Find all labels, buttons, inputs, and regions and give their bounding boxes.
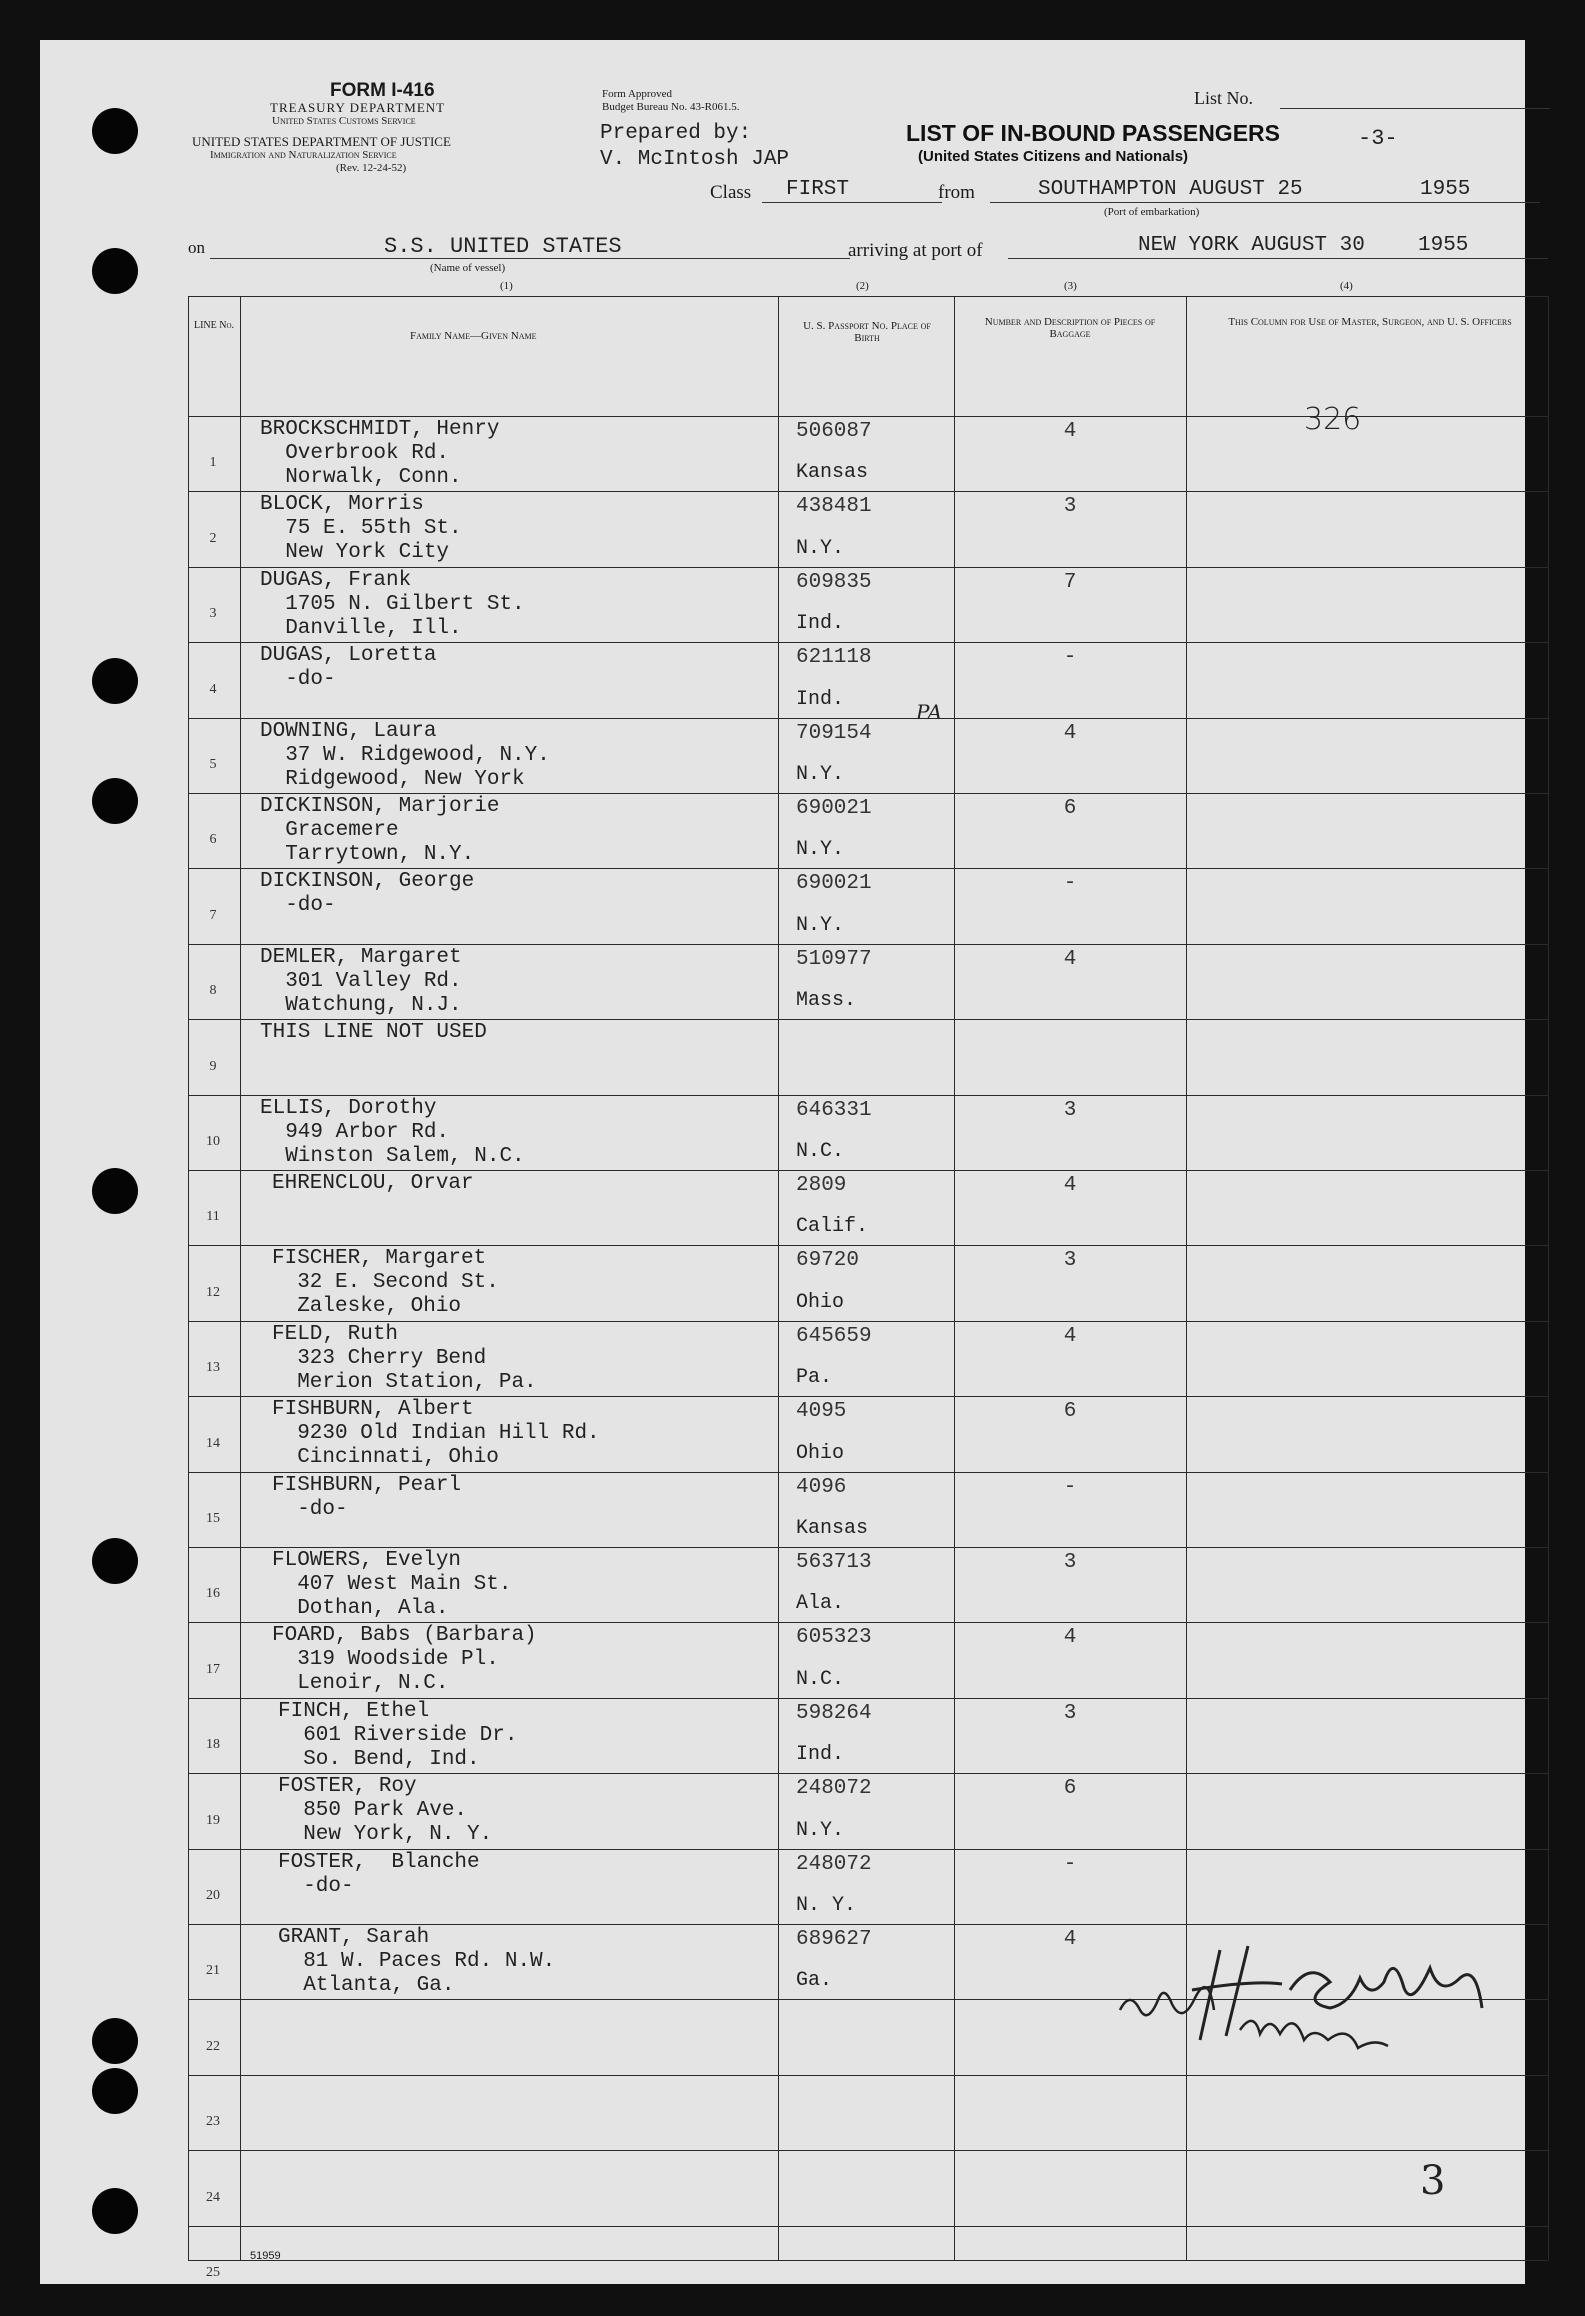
baggage-count: - [1063, 646, 1077, 670]
col-header-name: Family Name—Given Name [410, 330, 537, 342]
footer-code: 51959 [250, 2250, 281, 2262]
row-divider [188, 1472, 1548, 1473]
line-number: 17 [206, 1661, 220, 1677]
punch-hole [92, 1168, 138, 1214]
row-divider [188, 2150, 1548, 2151]
passenger-name: FISHBURN, Pearl [272, 1473, 462, 1497]
baggage-count: 3 [1063, 1701, 1077, 1725]
form-number: FORM I-416 [330, 80, 435, 101]
passport-number: 563713 [796, 1551, 872, 1574]
place-of-birth: Calif. [796, 1215, 869, 1239]
row-divider [188, 718, 1548, 719]
page-number: -3- [1358, 126, 1398, 151]
row-divider [188, 2075, 1548, 2076]
passenger-address: 323 Cherry Bend [272, 1346, 487, 1370]
passenger-address: 850 Park Ave. [278, 1799, 468, 1823]
row-divider [188, 793, 1548, 794]
row-divider [188, 1396, 1548, 1397]
port-embark-caption: (Port of embarkation) [1104, 206, 1200, 218]
punch-hole [92, 248, 138, 294]
passport-number: 598264 [796, 1701, 872, 1725]
passport-number: 69720 [796, 1249, 860, 1273]
passenger-name: EHRENCLOU, Orvar [272, 1172, 474, 1195]
passenger-address: 1705 N. Gilbert St. [260, 592, 525, 616]
baggage-count: 4 [1063, 1174, 1077, 1197]
row-divider [188, 944, 1548, 945]
row-divider [188, 1773, 1548, 1774]
passenger-address: Gracemere [260, 819, 399, 842]
passenger-address: 407 West Main St. [272, 1573, 512, 1596]
punch-hole [92, 658, 138, 704]
vessel-caption: (Name of vessel) [430, 262, 506, 274]
baggage-count: 7 [1063, 570, 1077, 594]
passenger-address: -do- [260, 894, 336, 918]
line-number: 14 [206, 1435, 220, 1451]
row-divider [188, 1321, 1548, 1322]
row-divider [188, 491, 1548, 492]
passenger-name: ELLIS, Dorothy [260, 1096, 437, 1120]
row-divider [188, 1849, 1548, 1850]
row-divider [188, 2226, 1548, 2227]
passenger-name: BLOCK, Morris [260, 493, 424, 517]
col-divider-passport [954, 296, 955, 2260]
form-subtitle: (United States Citizens and Nationals) [918, 148, 1189, 165]
place-of-birth: Ind. [796, 1743, 845, 1767]
passenger-name: FOSTER, Roy [278, 1775, 417, 1799]
vessel-name: S.S. UNITED STATES [384, 234, 622, 259]
document-page [40, 40, 1525, 2284]
passenger-name: FOSTER, Blanche [278, 1850, 480, 1874]
passenger-name: FELD, Ruth [272, 1322, 399, 1346]
prepared-label: Prepared by: [600, 122, 752, 145]
place-of-birth: Kansas [796, 1517, 869, 1540]
page-mark: 3 [1420, 2158, 1446, 2204]
line-number: 5 [209, 757, 217, 772]
row-divider [188, 1698, 1548, 1699]
place-of-birth: N.C. [796, 1667, 845, 1691]
col-divider-line [240, 296, 241, 2260]
place-of-birth: N.Y. [796, 838, 845, 862]
passport-number: 609835 [796, 570, 872, 594]
from-value: SOUTHAMPTON AUGUST 25 [1038, 178, 1303, 201]
baggage-count: 3 [1063, 1551, 1077, 1574]
class-label: Class [710, 182, 752, 203]
passenger-name: THIS LINE NOT USED [260, 1021, 487, 1045]
passenger-address: Tarrytown, N.Y. [260, 843, 475, 866]
baggage-count: 4 [1063, 1324, 1077, 1348]
row-divider [188, 1019, 1548, 1020]
justice-dept: UNITED STATES DEPARTMENT OF JUSTICE [192, 134, 451, 149]
baggage-count: 6 [1063, 1777, 1077, 1801]
line-number: 13 [206, 1360, 220, 1376]
line-number: 10 [206, 1134, 220, 1149]
col-header-baggage: Number and Description of Pieces of Baggage [984, 316, 1156, 340]
passport-number: 510977 [796, 947, 872, 971]
passport-number: 621118 [796, 646, 872, 670]
passenger-address: Danville, Ill. [260, 616, 462, 640]
place-of-birth: Ga. [796, 1969, 833, 1993]
pa-note: PA [916, 700, 943, 724]
ins-service: Immigration and Naturalization Service [210, 149, 397, 161]
arriving-line [1008, 258, 1548, 259]
passport-number: 2809 [796, 1174, 847, 1197]
punch-hole [92, 2068, 138, 2114]
passenger-address: 601 Riverside Dr. [278, 1723, 518, 1747]
passenger-address: -do- [260, 668, 336, 692]
place-of-birth: N.Y. [796, 913, 845, 937]
passenger-address: Winston Salem, N.C. [260, 1144, 525, 1168]
passenger-name: DOWNING, Laura [260, 719, 437, 743]
arriving-year: 1955 [1418, 234, 1469, 257]
passenger-name: FOARD, Babs (Barbara) [272, 1624, 537, 1648]
baggage-count: 4 [1063, 1626, 1077, 1650]
table-right-border [1548, 296, 1549, 2260]
revision: (Rev. 12-24-52) [336, 162, 407, 174]
passenger-name: DEMLER, Margaret [260, 945, 462, 969]
line-number: 24 [206, 2189, 220, 2205]
line-number: 16 [206, 1586, 220, 1602]
passenger-address: -do- [272, 1497, 348, 1521]
form-title: LIST OF IN-BOUND PASSENGERS [906, 120, 1280, 146]
row-divider [188, 1095, 1548, 1096]
punch-hole [92, 2188, 138, 2234]
baggage-count: 4 [1063, 420, 1077, 443]
passenger-address: 32 E. Second St. [272, 1271, 499, 1295]
passport-number: 438481 [796, 495, 872, 519]
line-number: 2 [209, 530, 217, 546]
place-of-birth: Ala. [796, 1592, 845, 1616]
list-no-line [1280, 108, 1550, 109]
baggage-count: 4 [1063, 1928, 1077, 1951]
table-bottom-border [188, 2260, 1548, 2261]
place-of-birth: N. Y. [796, 1894, 857, 1917]
passport-number: 690021 [796, 872, 872, 896]
line-number: 8 [209, 983, 217, 999]
passport-number: 646331 [796, 1098, 872, 1122]
place-of-birth: Ohio [796, 1441, 845, 1465]
passenger-name: DICKINSON, George [260, 870, 475, 894]
line-number: 6 [209, 832, 217, 848]
col-num-2: (2) [856, 280, 869, 292]
class-line [762, 202, 942, 203]
passport-number: 689627 [796, 1928, 872, 1951]
passenger-name: DICKINSON, Marjorie [260, 795, 500, 818]
passenger-name: DUGAS, Frank [260, 568, 412, 592]
col-header-line: LINE No. [193, 320, 235, 331]
place-of-birth: Ind. [796, 687, 845, 711]
baggage-count: 3 [1063, 495, 1077, 519]
passenger-address: 949 Arbor Rd. [260, 1120, 450, 1144]
arriving-value: NEW YORK AUGUST 30 [1138, 234, 1365, 257]
passport-number: 248072 [796, 1777, 872, 1801]
baggage-count: - [1063, 1475, 1077, 1499]
place-of-birth: N.C. [796, 1140, 845, 1163]
row-divider [188, 567, 1548, 568]
line-number: 4 [209, 681, 217, 697]
line-number: 9 [209, 1058, 217, 1074]
passenger-name: FINCH, Ethel [278, 1699, 430, 1723]
baggage-count: 6 [1063, 797, 1077, 820]
punch-hole [92, 778, 138, 824]
punch-hole [92, 2018, 138, 2064]
from-label: from [938, 182, 975, 203]
form-approved: Form Approved [602, 88, 672, 100]
row-divider [188, 642, 1548, 643]
line-number: 19 [206, 1812, 220, 1828]
place-of-birth: Kansas [796, 461, 869, 485]
passenger-address: 75 E. 55th St. [260, 517, 462, 541]
passport-number: 248072 [796, 1852, 872, 1876]
line-number: 21 [206, 1963, 220, 1979]
passenger-name: FLOWERS, Evelyn [272, 1549, 462, 1572]
on-label: on [188, 238, 205, 257]
baggage-count: 6 [1063, 1400, 1077, 1424]
line-number: 22 [206, 2038, 220, 2054]
col-num-4: (4) [1340, 280, 1353, 292]
passenger-address: 81 W. Paces Rd. N.W. [278, 1950, 556, 1973]
prepared-name: V. McIntosh JAP [600, 148, 790, 171]
passport-number: 709154 [796, 721, 872, 745]
place-of-birth: N.Y. [796, 763, 845, 786]
baggage-count: 4 [1063, 721, 1077, 745]
passenger-address: -do- [278, 1874, 354, 1898]
row-divider [188, 1547, 1548, 1548]
from-line [990, 202, 1540, 203]
passenger-address: 9230 Old Indian Hill Rd. [272, 1422, 600, 1446]
class-value: FIRST [786, 178, 850, 201]
passport-number: 605323 [796, 1626, 872, 1650]
col-num-1: (1) [500, 280, 513, 292]
passenger-address: Merion Station, Pa. [272, 1370, 537, 1394]
passport-number: 4096 [796, 1475, 847, 1499]
line-number: 7 [209, 907, 217, 923]
passenger-name: FISCHER, Margaret [272, 1247, 487, 1271]
passenger-address: Lenoir, N.C. [272, 1672, 449, 1696]
passport-number: 690021 [796, 797, 872, 820]
row-divider [188, 1170, 1548, 1171]
place-of-birth: Mass. [796, 989, 857, 1013]
arriving-label: arriving at port of [848, 240, 983, 261]
passenger-address: Zaleske, Ohio [272, 1295, 462, 1319]
col-header-passport: U. S. Passport No. Place of Birth [803, 320, 931, 344]
passenger-address: 301 Valley Rd. [260, 969, 462, 993]
line-number: 3 [209, 606, 217, 622]
passenger-address: 37 W. Ridgewood, N.Y. [260, 743, 550, 767]
from-year: 1955 [1420, 178, 1471, 201]
passenger-address: 319 Woodside Pl. [272, 1648, 499, 1672]
baggage-count: 4 [1063, 947, 1077, 971]
place-of-birth: N.Y. [796, 1818, 845, 1842]
passport-number: 645659 [796, 1324, 872, 1348]
passenger-address: So. Bend, Ind. [278, 1747, 480, 1771]
passenger-address: Watchung, N.J. [260, 993, 462, 1017]
place-of-birth: N.Y. [796, 536, 845, 560]
row-divider [188, 868, 1548, 869]
treasury-dept: TREASURY DEPARTMENT [270, 100, 446, 115]
place-of-birth: Ind. [796, 612, 845, 636]
baggage-count: 3 [1063, 1249, 1077, 1273]
passenger-name: GRANT, Sarah [278, 1926, 430, 1949]
line-number: 15 [206, 1511, 220, 1526]
col-num-3: (3) [1064, 280, 1077, 292]
punch-hole [92, 1538, 138, 1584]
line-number: 25 [206, 2265, 220, 2280]
line-number: 12 [206, 1284, 220, 1300]
customs-service: United States Customs Service [272, 115, 416, 127]
passport-number: 506087 [796, 420, 872, 443]
budget-bureau: Budget Bureau No. 43-R061.5. [602, 101, 740, 113]
line-number: 23 [206, 2114, 220, 2130]
baggage-count: - [1063, 872, 1077, 896]
line-number: 18 [206, 1737, 220, 1753]
punch-hole [92, 108, 138, 154]
place-of-birth: Ohio [796, 1290, 845, 1314]
passenger-address: Overbrook Rd. [260, 442, 450, 465]
passenger-address: Norwalk, Conn. [260, 466, 462, 489]
passenger-address: Cincinnati, Ohio [272, 1446, 499, 1470]
passport-number: 4095 [796, 1400, 847, 1424]
list-no-label: List No. [1194, 88, 1254, 108]
baggage-count: - [1063, 1852, 1077, 1876]
line-number: 20 [206, 1888, 220, 1903]
passenger-address: Ridgewood, New York [260, 767, 525, 791]
passenger-address: Dothan, Ala. [272, 1597, 449, 1620]
col-header-officers: This Column for Use of Master, Surgeon, and U. S. Officers [1228, 316, 1512, 328]
row-divider [188, 1622, 1548, 1623]
line-number: 1 [209, 455, 217, 471]
passenger-name: DUGAS, Loretta [260, 644, 437, 668]
row-divider [188, 1245, 1548, 1246]
table-top-border [188, 296, 1548, 297]
passenger-address: Atlanta, Ga. [278, 1974, 455, 1997]
passenger-address: New York City [260, 541, 450, 565]
officer-note: 326 [1304, 402, 1362, 437]
handwritten-signature [1080, 1920, 1510, 2060]
passenger-name: FISHBURN, Albert [272, 1398, 474, 1422]
passenger-address: New York, N. Y. [278, 1823, 493, 1847]
col-divider-name [778, 296, 779, 2260]
line-number: 11 [206, 1209, 220, 1225]
passenger-name: BROCKSCHMIDT, Henry [260, 418, 500, 441]
baggage-count: 3 [1063, 1098, 1077, 1122]
place-of-birth: Pa. [796, 1366, 833, 1390]
